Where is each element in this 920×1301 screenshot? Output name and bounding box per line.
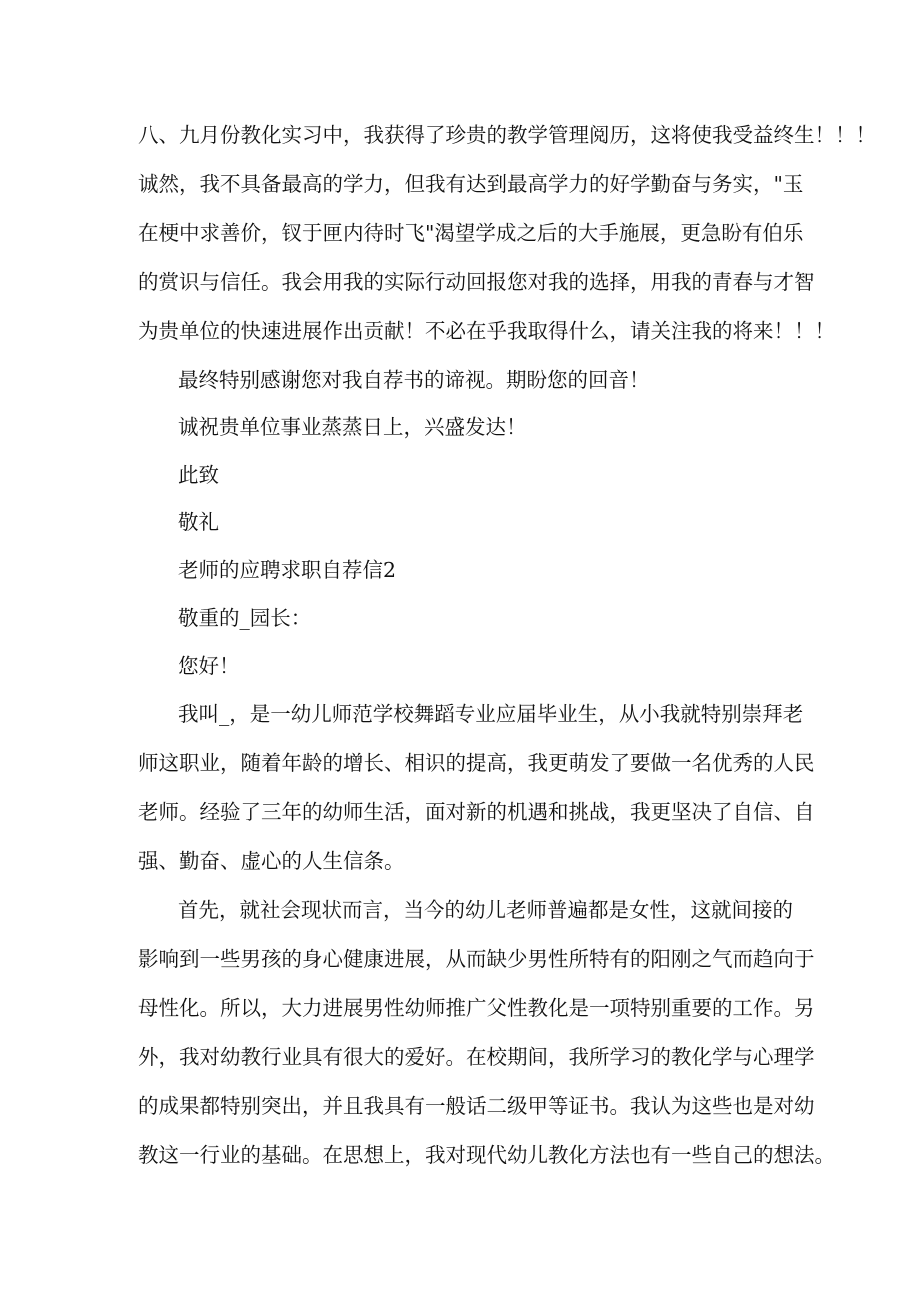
text-line: 的成果都特别突出，并且我具有一般话二级甲等证书。我认为这些也是对幼 bbox=[138, 1094, 815, 1118]
text-line: 首先，就社会现状而言，当今的幼儿老师普遍都是女性，这就间接的 bbox=[178, 898, 793, 922]
letter-greeting-addressee: 敬重的_园长： bbox=[178, 606, 312, 630]
letter-title: 老师的应聘求职自荐信2 bbox=[178, 558, 397, 582]
closing-wishes: 诚祝贵单位事业蒸蒸日上，兴盛发达！ bbox=[178, 415, 527, 439]
text-line: 八、九月份教化实习中，我获得了珍贵的教学管理阅历，这将使我受益终生！！！ bbox=[138, 123, 876, 147]
text-line: 教这一行业的基础。在思想上，我对现代幼儿教化方法也有一些自己的想法。 bbox=[138, 1143, 835, 1167]
text-line: 母性化。所以，大力进展男性幼师推广父性教化是一项特别重要的工作。另 bbox=[138, 996, 815, 1020]
salutation-cizhi: 此致 bbox=[178, 463, 219, 487]
closing-thanks: 最终特别感谢您对我自荐书的谛视。期盼您的回音！ bbox=[178, 368, 650, 392]
text-line: 老师。经验了三年的幼师生活，面对新的机遇和挑战，我更坚决了自信、自 bbox=[138, 800, 815, 824]
text-line: 为贵单位的快速进展作出贡献！不必在乎我取得什么，请关注我的将来！！！ bbox=[138, 319, 835, 343]
salutation-jingli: 敬礼 bbox=[178, 510, 219, 534]
text-line: 诚然，我不具备最高的学力，但我有达到最高学力的好学勤奋与务实，"玉 bbox=[138, 172, 804, 196]
text-line: 影响到一些男孩的身心健康进展，从而缺少男性所特有的阳刚之气而趋向于 bbox=[138, 947, 815, 971]
text-line: 外，我对幼教行业具有很大的爱好。在校期间，我所学习的教化学与心理学 bbox=[138, 1045, 815, 1069]
text-line: 师这职业，随着年龄的增长、相识的提高，我更萌发了要做一名优秀的人民 bbox=[138, 751, 815, 775]
text-line: 在梗中求善价，钗于匣内待时飞"渴望学成之后的大手施展，更急盼有伯乐 bbox=[138, 221, 804, 245]
text-line: 强、勤奋、虚心的人生信条。 bbox=[138, 849, 405, 873]
letter-greeting: 您好！ bbox=[178, 654, 240, 678]
text-line: 我叫_，是一幼儿师范学校舞蹈专业应届毕业生，从小我就特别崇拜老 bbox=[178, 702, 804, 726]
text-line: 的赏识与信任。我会用我的实际行动回报您对我的选择，用我的青春与才智 bbox=[138, 270, 815, 294]
